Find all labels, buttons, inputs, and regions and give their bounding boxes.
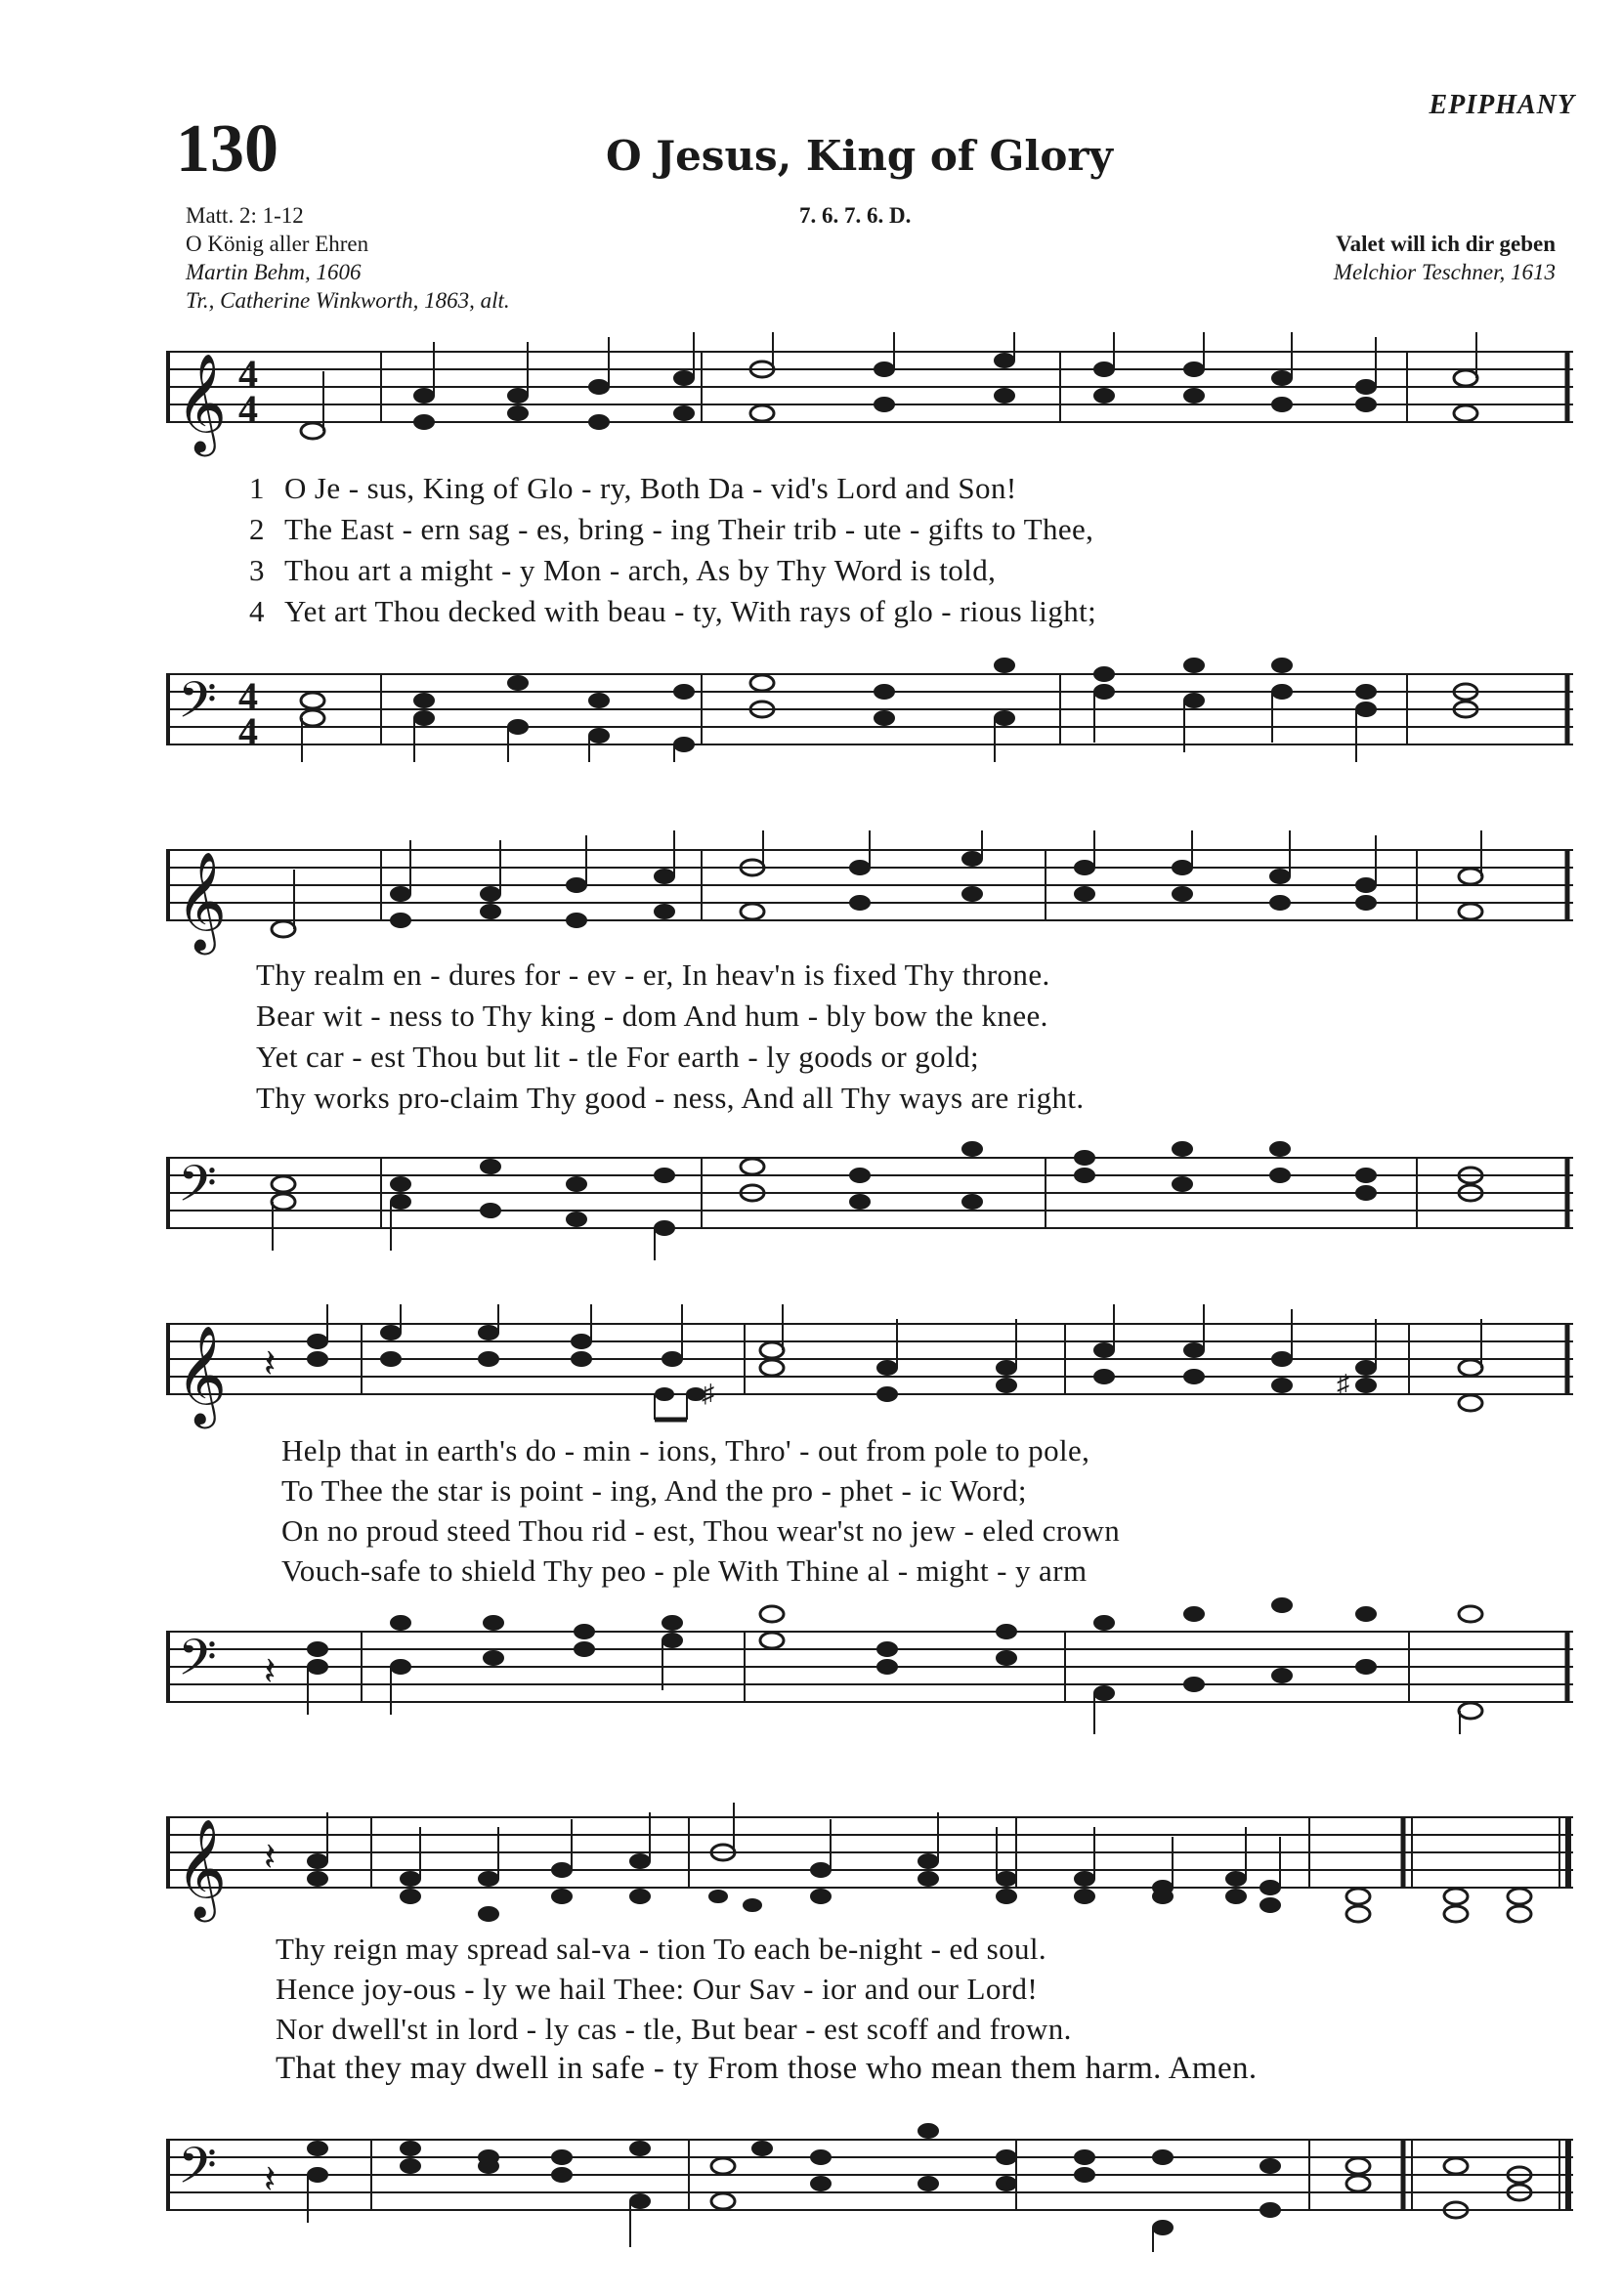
lyric-verse-4: Vouch-safe to shield Thy peo - ple With Thine al - might - y arm	[281, 1553, 1088, 1588]
time-signature-treble-upper: 4	[238, 352, 258, 396]
bass-clef-icon: 𝄢	[178, 1154, 217, 1225]
lyric-verse-3: On no proud steed Thou rid - est, Thou wear'st no jew - eled crown	[281, 1513, 1121, 1548]
lyric-verse-4: 4 Yet art Thou decked with beau - ty, With rays of glo - rious light;	[249, 594, 1097, 628]
svg-text:♯: ♯	[702, 1380, 714, 1408]
composer-credit: Melchior Teschner, 1613	[1333, 260, 1556, 284]
treble-clef-icon: 𝄞	[176, 352, 228, 452]
lyric-verse-2: To Thee the star is point - ing, And the pro - phet - ic Word;	[281, 1473, 1027, 1508]
rest-icon: 𝄽	[264, 2157, 277, 2202]
treble-clef-icon: 𝄞	[176, 1817, 228, 1918]
bass-clef-icon: 𝄢	[178, 2136, 217, 2207]
lyric-verse-1: Thy realm en - dures for - ev - er, In heav'n is fixed Thy throne.	[256, 957, 1050, 992]
treble-clef-icon: 𝄞	[176, 1324, 228, 1424]
author-credit: Martin Behm, 1606	[186, 260, 362, 284]
lyric-verse-2: Bear wit - ness to Thy king - dom And hum - bly bow the knee.	[256, 999, 1048, 1033]
time-signature-treble-lower: 4	[238, 387, 258, 431]
translator-credit: Tr., Catherine Winkworth, 1863, alt.	[186, 288, 510, 313]
lyric-verse-4: Thy works pro-claim Thy good - ness, And all Thy ways are right.	[256, 1081, 1085, 1115]
lyric-verse-1: Help that in earth's do - min - ions, Thro' - out from pole to pole,	[281, 1433, 1090, 1467]
lyric-verse-3: 3 Thou art a might - y Mon - arch, As by Thy Word is told,	[249, 553, 997, 587]
lyric-verse-1: Thy reign may spread sal-va - tion To each be-night - ed soul.	[276, 1932, 1047, 1966]
svg-text:♯: ♯	[1337, 1370, 1349, 1398]
rest-icon: 𝄽	[264, 1835, 277, 1880]
time-signature-bass-upper: 4	[238, 674, 258, 718]
hymn-credits-right	[1334, 230, 1556, 286]
lyric-verse-1: 1 O Je - sus, King of Glo - ry, Both Da - vid's Lord and Son!	[249, 471, 1017, 505]
rest-icon: 𝄽	[264, 1341, 277, 1386]
lyric-verse-3: Nor dwell'st in lord - ly cas - tle, But bear - est scoff and frown.	[276, 2012, 1072, 2046]
scripture-reference: Matt. 2: 1-12	[186, 203, 304, 228]
hymn-title: O Jesus, King of Glory	[606, 132, 1113, 180]
section-label: EPIPHANY	[1429, 90, 1575, 120]
lyric-verse-4: That they may dwell in safe - ty From those who mean them harm. Amen.	[276, 2051, 1258, 2086]
lyric-verse-2: 2 The East - ern sag - es, bring - ing Their trib - ute - gifts to Thee,	[249, 512, 1094, 546]
hymn-number: 130	[176, 111, 278, 187]
meter: 7. 6. 7. 6. D.	[799, 203, 912, 228]
original-title: O König aller Ehren	[186, 232, 369, 256]
hymn-credits-left	[186, 201, 510, 315]
bass-clef-icon: 𝄢	[178, 670, 217, 742]
lyric-verse-2: Hence joy-ous - ly we hail Thee: Our Sav - ior and our Lord!	[276, 1972, 1039, 2006]
bass-clef-icon: 𝄢	[178, 1628, 217, 1699]
tune-name: Valet will ich dir geben	[1336, 232, 1556, 256]
lyric-verse-3: Yet car - est Thou but lit - tle For earth - ly goods or gold;	[256, 1040, 980, 1074]
time-signature-bass-lower: 4	[238, 709, 258, 753]
music-system-1	[0, 332, 1622, 762]
rest-icon: 𝄽	[264, 1649, 277, 1694]
treble-clef-icon: 𝄞	[176, 850, 228, 951]
